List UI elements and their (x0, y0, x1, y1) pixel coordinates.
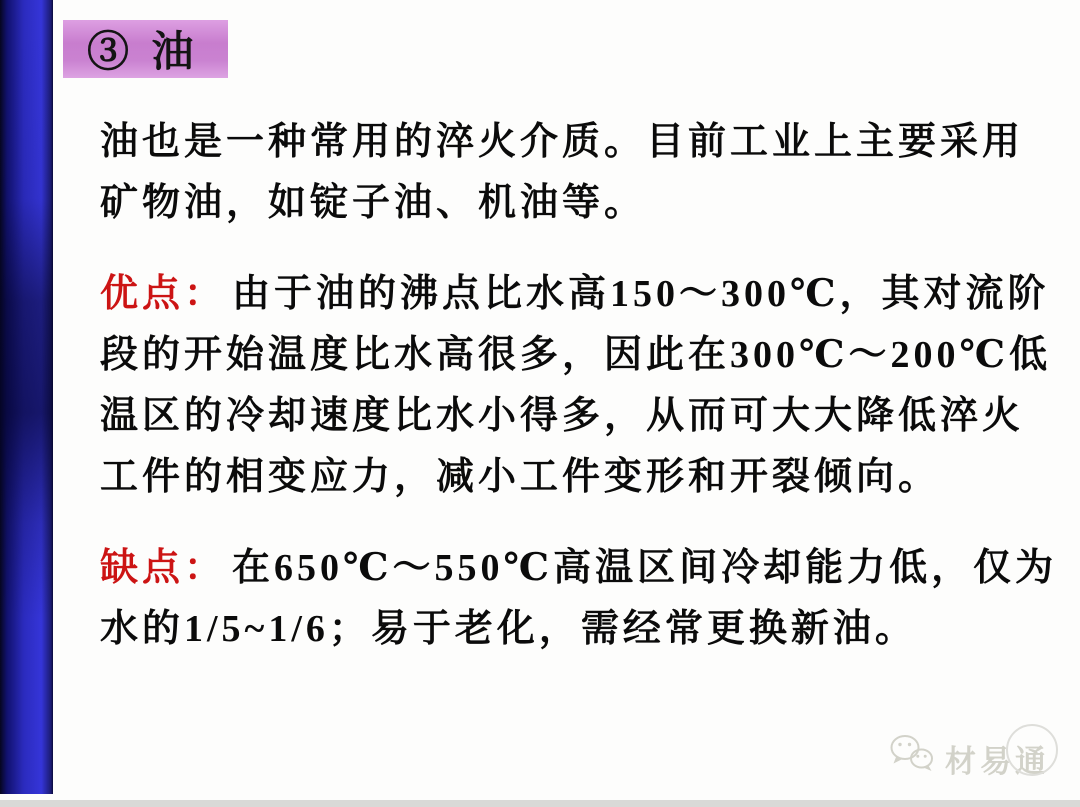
advantages-label: 优点： (100, 273, 227, 315)
text-line: 工件的相变应力，减小工件变形和开裂倾向。 (100, 456, 941, 498)
intro-paragraph (100, 112, 1040, 234)
left-decorative-bar (0, 0, 53, 794)
wechat-icon (887, 733, 935, 783)
text-line: 段的开始温度比水高很多，因此在300℃～200℃低 (100, 334, 1052, 376)
text-line (100, 264, 1050, 325)
slide-title: ③ 油 (87, 30, 200, 76)
advantages-paragraph (100, 264, 1052, 508)
disadvantages-label: 缺点： (100, 547, 227, 589)
text-line: 油也是一种常用的淬火介质。目前工业上主要采用 (100, 121, 1025, 163)
text-segment: 在650℃～550℃高温区间冷却能力低，仅为 (232, 547, 1058, 589)
text-line: 水的1/5~1/6；易于老化，需经常更换新油。 (100, 608, 917, 650)
text-line: 温区的冷却速度比水小得多，从而可大大降低淬火 (100, 395, 1025, 437)
disadvantages-paragraph (100, 538, 1058, 660)
text-segment: 由于油的沸点比水高150～300℃，其对流阶 (232, 273, 1050, 315)
bottom-strip (0, 800, 1080, 807)
watermark-text: 材易通 (945, 743, 1050, 779)
slide-body (100, 112, 1058, 690)
title-bar (63, 20, 228, 78)
text-line (100, 538, 1058, 599)
text-line: 矿物油，如锭子油、机油等。 (100, 182, 647, 224)
watermark (887, 733, 1050, 783)
